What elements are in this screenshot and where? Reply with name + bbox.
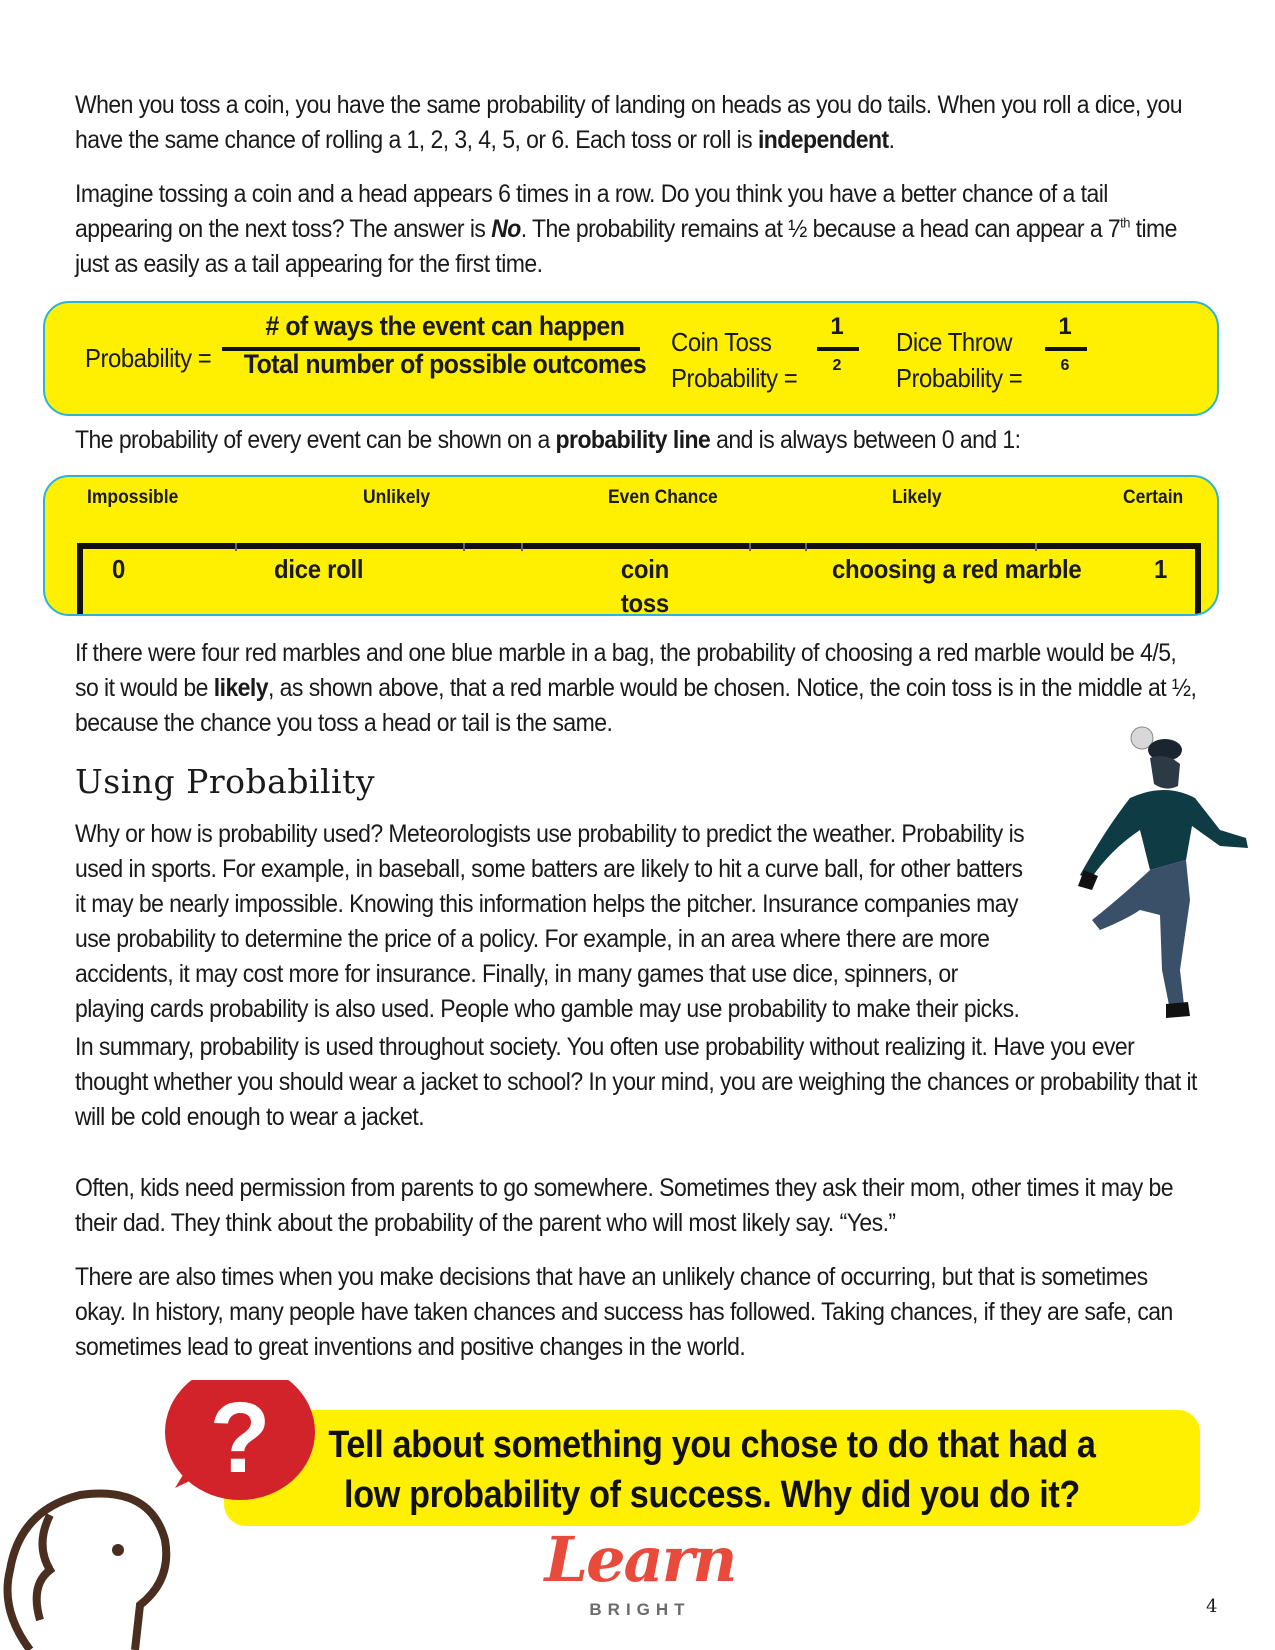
probability-line-right-end bbox=[1195, 543, 1201, 616]
probability-formula-box bbox=[43, 301, 1219, 416]
dice-throw-label: Dice Throw bbox=[896, 327, 1012, 357]
intro-text: When you toss a coin, you have the same probability of landing on heads as you do tails. When you roll a dice, you have the same chance of rolling a 1, 2, 3, 4, 5, or 6. Each toss or roll is bbox=[75, 91, 1182, 154]
dice-numerator: 1 bbox=[1058, 313, 1072, 340]
header-likely: Likely bbox=[892, 487, 942, 508]
dice-fraction-bar bbox=[1045, 347, 1087, 351]
chances-paragraph: There are also times when you make decisions that have an unlikely chance of occurring, but that is sometimes okay. In history, many people have taken chances and success has followed. Taking chances, if they are safe, can sometimes lead to great inventions and positive changes in the world. bbox=[75, 1263, 1173, 1361]
discussion-callout bbox=[224, 1410, 1200, 1526]
usage-paragraph: Why or how is probability used? Meteorologists use probability to predict the weather. Probability is used in sports. For example, in baseball, some batters are likely to hit a curve ball, for other batters it may be nearly impossible. Knowing this information helps the pitcher. Insurance companies may use probability to determine the price of a policy. For example, in an area where there are more accidents, it may cost more for insurance. Finally, in many games that use dice, spinners, or playing cards probability is also used. People who gamble may use probability to make their picks. bbox=[75, 820, 1025, 1023]
coin-denominator: 2 bbox=[832, 357, 842, 374]
intro-p2-b: . The probability remains at ½ because a head can appear a 7 bbox=[520, 215, 1121, 243]
tick bbox=[1035, 543, 1037, 551]
tick bbox=[521, 543, 523, 551]
prompt-line-1: Tell about something you chose to do that had a bbox=[328, 1424, 1096, 1466]
discussion-prompt bbox=[273, 1420, 1151, 1520]
intro-p2-a: Imagine tossing a coin and a head appears 6 times in a row. Do you think you have a better chance of a tail appearing on the next toss? The answer is bbox=[75, 180, 1108, 243]
tick bbox=[805, 543, 807, 551]
tick bbox=[749, 543, 751, 551]
probability-label: Probability = bbox=[85, 343, 212, 373]
prompt-line-2: low probability of success. Why did you do it? bbox=[344, 1474, 1080, 1516]
header-certain: Certain bbox=[1123, 487, 1184, 508]
tick bbox=[463, 543, 465, 551]
logo-subtitle: BRIGHT bbox=[589, 1600, 691, 1619]
answer-no: No bbox=[491, 215, 521, 243]
ordinal-sup: th bbox=[1120, 214, 1130, 231]
coin-numerator: 1 bbox=[830, 313, 844, 340]
marker-one: 1 bbox=[1154, 554, 1168, 584]
baseball-pitcher-image bbox=[1070, 720, 1250, 1030]
dice-probability-label: Probability = bbox=[896, 363, 1023, 393]
line-intro-b: and is always between 0 and 1: bbox=[710, 426, 1021, 454]
marker-zero: 0 bbox=[112, 554, 126, 584]
marbles-paragraph bbox=[75, 636, 1203, 741]
probability-line-rule bbox=[77, 543, 1201, 549]
coin-fraction-bar bbox=[817, 347, 859, 351]
coin-probability-label: Probability = bbox=[671, 363, 798, 393]
section-heading: Using Probability bbox=[75, 762, 376, 801]
marker-dice-roll: dice roll bbox=[274, 554, 364, 584]
page-number: 4 bbox=[1206, 1596, 1218, 1617]
permission-paragraph: Often, kids need permission from parents to go somewhere. Sometimes they ask their mom, other times it may be their dad. They think about the probability of the parent who will most likely say. “Yes.” bbox=[75, 1174, 1173, 1237]
header-impossible: Impossible bbox=[87, 487, 179, 508]
question-mark-icon: ? bbox=[209, 1382, 271, 1494]
summary-paragraph: In summary, probability is used throughout society. You often use probability without realizing it. Have you ever thought whether you should wear a jacket to school? In your mind, you are weighing the chances or probability that it will be cold enough to wear a jacket. bbox=[75, 1033, 1197, 1131]
tick bbox=[235, 543, 237, 551]
intro-p2-c: time just as easily as a tail appearing for the first time. bbox=[75, 215, 1177, 278]
intro-paragraph-1 bbox=[75, 88, 1203, 158]
line-intro-a: The probability of every event can be shown on a bbox=[75, 426, 556, 454]
probability-line-box bbox=[43, 475, 1219, 616]
likely-term: likely bbox=[213, 674, 268, 702]
intro-paragraph-2 bbox=[75, 177, 1203, 282]
learn-bright-logo: Learn bbox=[544, 1523, 736, 1596]
marbles-b: , as shown above, that a red marble would be chosen. Notice, the coin toss is in the middle at ½, because the chance you toss a head or tail is the same. bbox=[75, 674, 1197, 737]
thinking-figure-illustration bbox=[0, 1380, 320, 1650]
intro-end: . bbox=[888, 126, 895, 154]
header-unlikely: Unlikely bbox=[363, 487, 431, 508]
probability-line-term: probability line bbox=[555, 426, 711, 454]
marker-red-marble: choosing a red marble bbox=[832, 554, 1082, 584]
formula-numerator: # of ways the event can happen bbox=[265, 311, 625, 341]
marbles-a: If there were four red marbles and one blue marble in a bag, the probability of choosing a red marble would be 4/5, so it would be bbox=[75, 639, 1177, 702]
dice-denominator: 6 bbox=[1060, 357, 1070, 374]
probability-line-left-end bbox=[77, 543, 83, 616]
marker-coin-toss: coin toss bbox=[620, 554, 669, 616]
formula-denominator: Total number of possible outcomes bbox=[243, 349, 647, 379]
header-even-chance: Even Chance bbox=[608, 487, 718, 508]
coin-toss-label: Coin Toss bbox=[671, 327, 772, 357]
independent-term: independent bbox=[757, 126, 889, 154]
probability-line-intro bbox=[75, 423, 1203, 458]
